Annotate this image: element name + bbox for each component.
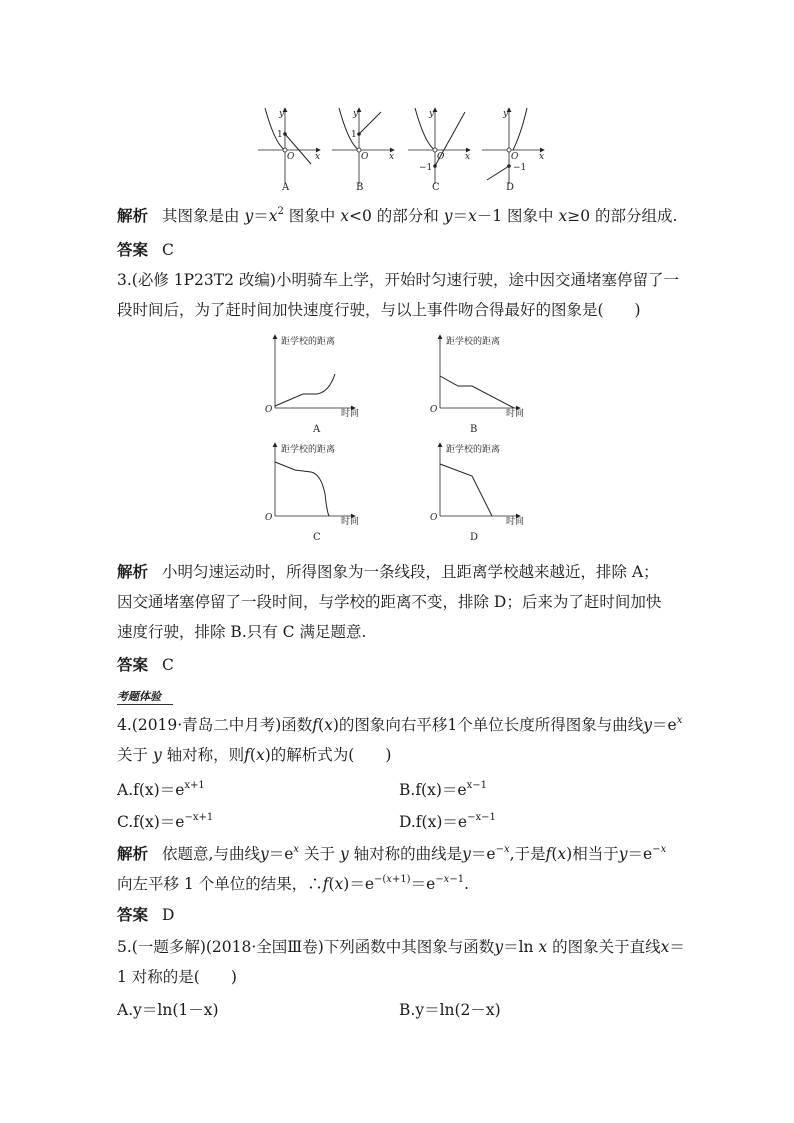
svg-text:O: O [430,513,438,523]
graph-b [332,108,394,193]
svg-text:x: x [315,152,321,162]
q3-graph-d-label: D [470,532,479,543]
q4-stem-line2: 关于 y 轴对称，则f(x)的解析式为( ) [117,746,392,764]
svg-text:O: O [265,405,273,415]
graph-d-label: D [506,182,515,193]
svg-text:O: O [265,513,273,523]
q2-answer: 答案 C [117,240,174,259]
q3-stem-line1: 3.(必修 1P23T2 改编)小明骑车上学，开始时匀速行驶，途中因交通堵塞停留了一 [117,271,679,289]
svg-text:O: O [437,152,445,162]
section-tag: 考题体验 [117,688,173,705]
svg-text:O: O [511,152,519,162]
svg-text:−1: −1 [419,163,433,173]
top-graphs [255,104,545,194]
q5-option-a: A.y＝ln(1－x) [117,1001,219,1019]
q3-analysis-line1: 解析 小明匀速运动时，所得图象为一条线段，且距离学校越来越近，排除 A； [117,562,659,581]
q3-graph-a [265,335,359,435]
q5-stem-line1: 5.(一题多解)(2018·全国Ⅲ卷)下列函数中其图象与函数y＝ln x 的图象关于直线x＝ [117,938,685,956]
svg-text:时间: 时间 [506,517,525,527]
graph-b-label: B [356,182,364,193]
q3-graph-b [430,335,524,435]
svg-text:x: x [389,152,395,162]
q3-graph-c-label: C [313,532,321,543]
q3-stem-line2: 段时间后，为了赶时间加快速度行驶，与以上事件吻合得最好的图象是( ) [117,301,641,319]
svg-text:O: O [287,152,295,162]
q5-stem-line2: 1 对称的是( ) [117,968,237,986]
svg-text:距学校的距离: 距学校的距离 [446,337,501,347]
svg-text:距学校的距离: 距学校的距离 [446,445,501,455]
q3-analysis-line2: 因交通堵塞停留了一段时间，与学校的距离不变，排除 D；后来为了赶时间加快 [117,593,662,611]
svg-text:1: 1 [277,130,283,140]
svg-text:1: 1 [351,130,357,140]
q3-graph-c [265,443,359,543]
svg-text:O: O [361,152,369,162]
svg-text:x: x [465,152,471,162]
q4-option-d: $D.f(x)=e^{-x-1}$ [399,812,496,831]
q4-option-c: $C.f(x)=e^{-x+1}$ [117,812,214,831]
svg-text:y: y [279,109,285,119]
svg-text:y: y [429,109,435,119]
q4-analysis-line1: 解析 依题意,与曲线$y=e^x$ 关于 y 轴对称的曲线是$y=e^{-x}$,于是f(x)相当于$y=e^{-x}$ [117,844,667,863]
svg-text:y: y [353,109,359,119]
svg-text:O: O [430,405,438,415]
q3-graph-d [430,443,524,543]
graph-a [258,108,320,193]
graph-c [408,108,470,193]
q3-graphs [255,330,545,545]
svg-text:时间: 时间 [341,517,360,527]
q3-answer: 答案 C [117,655,174,674]
svg-text:y: y [503,109,509,119]
q4-stem-line1: 4.(2019·青岛二中月考)函数f(x)的图象向右平移1个单位长度所得图象与曲线$y=e^x$ [117,715,683,734]
graph-a-label: A [282,182,290,193]
q3-analysis-line3: 速度行驶，排除 B.只有 C 满足题意. [117,623,367,641]
graph-d [482,108,544,193]
q4-option-a: $A.f(x)=e^{x+1}$ [117,780,205,799]
svg-text:时间: 时间 [341,409,360,419]
svg-text:距学校的距离: 距学校的距离 [281,337,336,347]
q2-analysis: 解析 其图象是由 $y=x^2$ 图象中 x<0 的部分和 y＝x－1 图象中 x≥0 的部分组成. [117,206,678,225]
svg-text:时间: 时间 [506,409,525,419]
svg-text:x: x [539,152,545,162]
svg-text:距学校的距离: 距学校的距离 [281,445,336,455]
svg-text:−1: −1 [513,163,527,173]
q3-graph-a-label: A [313,424,321,435]
q3-graph-b-label: B [470,424,478,435]
q4-option-b: $B.f(x)=e^{x-1}$ [399,780,487,799]
q5-option-b: B.y＝ln(2－x) [399,1001,501,1019]
graph-c-label: C [432,182,440,193]
q4-analysis-line2: 向左平移 1 个单位的结果，$\therefore f(x)=e^{-(x+1)}=e^{-x-1}$. [117,874,469,893]
q4-answer: 答案 D [117,905,175,924]
